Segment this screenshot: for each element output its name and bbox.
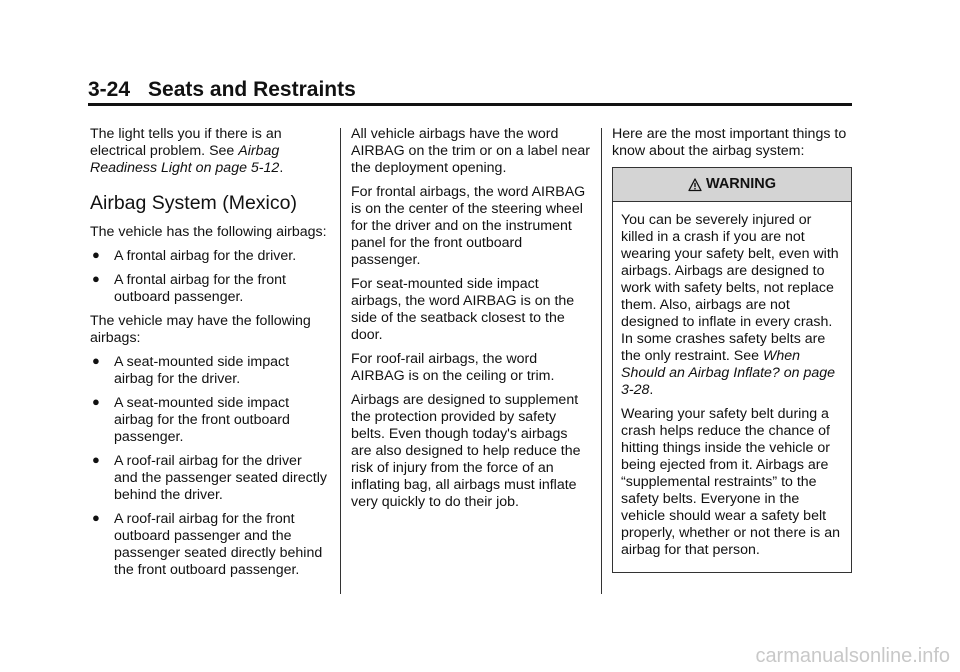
has-airbags-text: The vehicle has the following airbags:	[90, 224, 327, 240]
bullet-icon: ●	[92, 452, 100, 467]
airbag-inflate-link[interactable]: When Should an Airbag Inflate? on page 3-28	[621, 348, 836, 398]
bullet-icon: ●	[92, 271, 100, 286]
column-3	[612, 126, 852, 573]
bullet-icon: ●	[92, 247, 100, 262]
list-item: ● A frontal airbag for the driver.	[92, 247, 297, 264]
warning-body	[613, 202, 851, 572]
intro-paragraph: The light tells you if there is an electrical problem. See Airbag Readiness Light on page 5-12.	[90, 126, 284, 176]
column-2	[351, 126, 591, 518]
bullet-icon: ●	[92, 394, 100, 409]
section-heading: Airbag System (Mexico)	[90, 192, 297, 214]
warning-triangle-icon	[688, 178, 702, 192]
paragraph: For seat-mounted side impact airbags, the word AIRBAG is on the side of the seatback closest to the door.	[351, 276, 575, 343]
airbag-readiness-link[interactable]: Airbag Readiness Light on page 5-12	[90, 143, 280, 176]
list-item: ● A roof-rail airbag for the driver and the passenger seated directly behind the driver.	[92, 452, 327, 503]
bullet-icon: ●	[92, 353, 100, 368]
column-1	[90, 126, 328, 586]
page-header	[88, 78, 852, 106]
bullet-icon: ●	[92, 510, 100, 525]
warning-paragraph: You can be severely injured or killed in a crash if you are not wearing your safety belt, even with airbags. Airbags are designed to work with safety belts, not replace them. Also, airbags are not designed to inflate in every crash. In some crashes safety belts are the only restraint. See When Should an Airbag Inflate? on page 3-28.	[621, 212, 839, 398]
paragraph: Airbags are designed to supplement the protection provided by safety belts. Even though today's airbags are also designed to help reduce the risk of injury from the force of an inflating bag, all airbags must inflate very quickly to do their job.	[351, 392, 581, 510]
section-title: Seats and Restraints	[148, 78, 356, 101]
has-airbags-list	[90, 248, 328, 306]
list-item: ● A seat-mounted side impact airbag for the front outboard passenger.	[92, 394, 290, 445]
paragraph: For roof-rail airbags, the word AIRBAG is on the ceiling or trim.	[351, 351, 555, 384]
column-divider	[340, 128, 341, 594]
warning-box	[612, 167, 852, 573]
intro-paragraph: Here are the most important things to know about the airbag system:	[612, 126, 847, 159]
paragraph: For frontal airbags, the word AIRBAG is on the center of the steering wheel for the driver and on the instrument panel for the front outboard passenger.	[351, 184, 586, 268]
header-rule	[88, 103, 852, 106]
warning-paragraph: Wearing your safety belt during a crash helps reduce the chance of hitting things inside the vehicle or being ejected from it. Airbags are “supplemental restraints” to the safety belts. Everyone in the vehicle should wear a safety belt properly, whether or not there is an airbag for that person.	[621, 406, 840, 558]
warning-title: WARNING	[705, 176, 777, 192]
warning-header	[613, 168, 851, 202]
page-number: 3-24	[88, 78, 131, 101]
watermark: carmanualsonline.info	[755, 645, 950, 667]
column-divider	[601, 128, 602, 594]
list-item: ● A roof-rail airbag for the front outboard passenger and the passenger seated directly behind the front outboard passenger.	[92, 510, 323, 578]
may-have-airbags-list	[90, 354, 328, 579]
list-item: ● A frontal airbag for the front outboard passenger.	[92, 271, 286, 305]
paragraph: All vehicle airbags have the word AIRBAG on the trim or on a label near the deployment opening.	[351, 126, 590, 176]
list-item: ● A seat-mounted side impact airbag for the driver.	[92, 353, 290, 387]
may-have-airbags-text: The vehicle may have the following airbags:	[90, 313, 311, 346]
